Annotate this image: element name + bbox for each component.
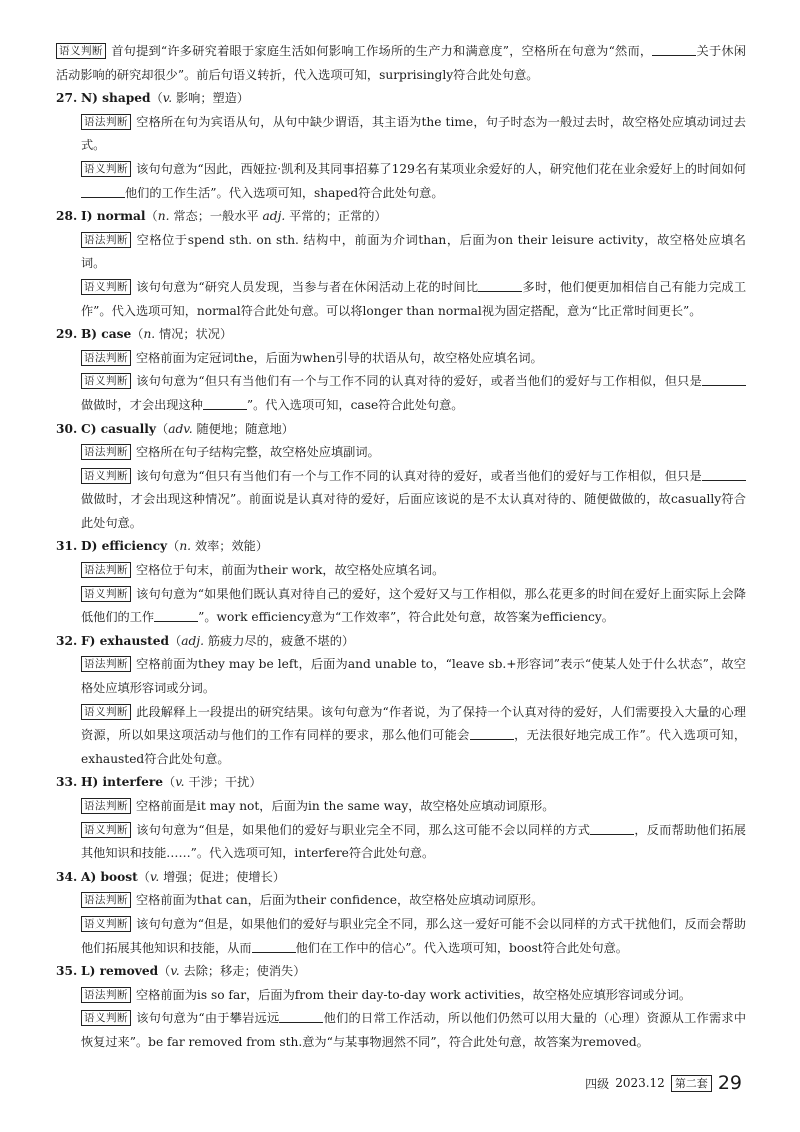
explanation-text: 该句句意为“如果他们既认真对待自己的爱好，这个爱好又与工作相似，那么花更多的时间在爱好上面实际上会降低他们的工作: [81, 586, 746, 625]
answer-definition: （n. 情况；状况）: [131, 327, 233, 342]
judgment-label: 语义判断: [81, 161, 131, 177]
part-of-speech: adj.: [262, 209, 286, 224]
meaning: 干涉；干扰: [188, 775, 250, 790]
explanation-paragraph: [81, 276, 746, 323]
question-number: 32.: [56, 633, 78, 648]
intro-label: 语义判断: [56, 43, 106, 59]
meaning: 随便地；随意地: [196, 421, 282, 436]
part-of-speech: n.: [179, 539, 192, 554]
explanation-text: 空格所在句为宾语从句，从句中缺少谓语，其主语为the time，句子时态为一般过去时，故空格处应填动词过去式。: [81, 114, 746, 153]
explanation-text: 他们的工作生活”。代入选项可知，shaped符合此处句意。: [125, 185, 444, 200]
answer-heading: [56, 87, 746, 111]
answer-word: L) removed: [81, 964, 159, 979]
judgment-label: 语法判断: [81, 350, 131, 366]
explanation-paragraph: [81, 158, 746, 205]
answer-item: [56, 960, 746, 1054]
explanation-text: ”。work efficiency意为“工作效率”，符合此处句意，故答案为efficiency。: [198, 610, 614, 625]
judgment-label: 语法判断: [81, 892, 131, 908]
judgment-label: 语义判断: [81, 916, 131, 932]
explanation-paragraph: [81, 889, 746, 913]
part-of-speech: n.: [143, 327, 156, 342]
explanation-paragraph: [81, 795, 746, 819]
explanation-text: 该句句意为“但只有当他们有一个与工作不同的认真对待的爱好，或者当他们的爱好与工作相似，但只是: [136, 468, 702, 483]
answer-definition: （adj. 筋疲力尽的，疲惫不堪的）: [169, 633, 355, 648]
answer-word: H) interfere: [81, 775, 163, 790]
explanation-text: 做做时，才会出现这种情况”。前面说是认真对待的爱好，后面应该说的是不太认真对待的、随便做做的，故casually符合此处句意。: [81, 492, 746, 530]
explanation-text: 该句句意为“因此，西娅拉·凯利及其同事招募了129名有某项业余爱好的人，研究他们花在业余爱好上的时间如何: [136, 161, 746, 176]
answer-blank: [590, 822, 634, 835]
explanation-text: 空格所在句子结构完整，故空格处应填副词。: [136, 445, 380, 460]
explanation-text: 他们在工作中的信心”。代入选项可知，boost符合此处句意。: [295, 940, 628, 955]
meaning: 效率；效能: [194, 539, 256, 554]
document-page: [56, 40, 746, 1055]
explanation-paragraph: [81, 1007, 746, 1054]
answer-blank: [252, 940, 296, 953]
answer-blank: [478, 279, 522, 292]
answer-list: [56, 87, 746, 1054]
answer-item: [56, 771, 746, 865]
explanation-paragraph: [81, 984, 746, 1008]
answer-explanation: [56, 229, 746, 323]
answer-blank: [81, 185, 125, 198]
answer-definition: （adv. 随便地；随意地）: [156, 421, 294, 436]
answer-item: [56, 323, 746, 417]
explanation-text: 该句句意为“研究人员发现，当参与者在休闲活动上花的时间比: [136, 279, 479, 294]
answer-item: [56, 866, 746, 960]
answer-heading: [56, 771, 746, 795]
answer-heading: [56, 205, 746, 229]
answer-blank: [470, 727, 514, 740]
question-number: 27.: [56, 91, 78, 106]
part-of-speech: v.: [149, 869, 160, 884]
explanation-text: 空格前面为they may be left，后面为and unable to，“leave sb.+形容词”表示“使某人处于什么状态”，故空格处应填形容词或分词。: [81, 657, 746, 696]
explanation-text: 该句句意为“但只有当他们有一个与工作不同的认真对待的爱好，或者当他们的爱好与工作相似，但只是: [136, 374, 702, 389]
answer-blank: [203, 397, 247, 410]
answer-heading: [56, 630, 746, 654]
answer-word: N) shaped: [81, 91, 151, 106]
answer-item: [56, 205, 746, 323]
footer-level: 四级: [585, 1076, 610, 1091]
answer-definition: （v. 影响；塑造）: [150, 91, 250, 106]
part-of-speech: n.: [157, 209, 170, 224]
answer-blank: [279, 1010, 323, 1023]
judgment-label: 语义判断: [81, 704, 131, 720]
answer-heading: [56, 418, 746, 442]
page-number: 29: [717, 1072, 742, 1094]
explanation-text: 空格前面为定冠词the，后面为when引导的状语从句，故空格处应填名词。: [136, 350, 543, 365]
answer-word: I) normal: [81, 209, 146, 224]
answer-item: [56, 630, 746, 772]
explanation-text: 空格前面为that can，后面为their confidence，故空格处应填动词原形。: [136, 893, 544, 908]
explanation-paragraph: [81, 819, 746, 866]
answer-heading: [56, 960, 746, 984]
answer-heading: [56, 866, 746, 890]
answer-blank: [702, 468, 746, 481]
answer-blank: [154, 609, 198, 622]
explanation-text: 他们的日常工作活动，所以他们仍然可以用大量的（心理）资源从工作需求中恢复过来”。be far removed from sth.意为“与某事物迥然不同”，符合此处句意，故答案为removed。: [81, 1011, 747, 1049]
question-number: 31.: [56, 539, 78, 554]
explanation-text: 该句句意为“由于攀岩远远: [136, 1011, 280, 1026]
answer-word: A) boost: [81, 869, 138, 884]
answer-word: C) casually: [81, 421, 156, 436]
explanation-paragraph: [81, 229, 746, 276]
explanation-text: 多时，他们便更加相信自己有能力完成工作”。代入选项可知，normal符合此处句意。可以将longer than normal视为固定搭配，意为“比正常时间更长”。: [81, 279, 747, 318]
answer-explanation: [56, 559, 746, 630]
judgment-label: 语义判断: [81, 586, 131, 602]
explanation-paragraph: [81, 370, 746, 417]
judgment-label: 语义判断: [81, 1010, 131, 1026]
intro-paragraph: [56, 40, 746, 87]
question-number: 28.: [56, 209, 78, 224]
meaning: 筋疲力尽的，疲惫不堪的: [207, 633, 342, 648]
judgment-label: 语义判断: [81, 279, 131, 295]
answer-blank: [702, 373, 746, 386]
explanation-text: ”。代入选项可知，case符合此处句意。: [246, 397, 464, 412]
explanation-paragraph: [81, 347, 746, 371]
explanation-paragraph: [81, 701, 746, 772]
explanation-text: 空格前面是it may not，后面为in the same way，故空格处应填动词原形。: [136, 799, 555, 813]
answer-explanation: [56, 889, 746, 960]
explanation-text: 该句句意为“但是，如果他们的爱好与职业完全不同，那么这可能不会以同样的方式: [136, 822, 591, 837]
question-number: 34.: [56, 869, 78, 884]
question-number: 35.: [56, 964, 78, 979]
judgment-label: 语法判断: [81, 656, 131, 672]
question-number: 29.: [56, 327, 78, 342]
judgment-label: 语义判断: [81, 468, 131, 484]
answer-definition: （v. 增强；促进；使增长）: [137, 869, 285, 884]
answer-word: B) case: [81, 327, 132, 342]
part-of-speech: v.: [175, 775, 185, 790]
judgment-label: 语义判断: [81, 822, 131, 838]
intro-text-2: 关于休闲活动影响的研究却很少”。前后句语义转折，代入选项可知，surprisingly符合此处句意。: [56, 44, 746, 82]
answer-definition: （n. 常态；一般水平 adj. 平常的；正常的）: [145, 209, 387, 224]
explanation-text: 空格位于spend sth. on sth. 结构中，前面为介词than，后面为on their leisure activity，故空格处应填名词。: [81, 232, 746, 271]
intro-text: 首句提到“许多研究着眼于家庭生活如何影响工作场所的生产力和满意度”，空格所在句意为“然而，: [111, 44, 653, 58]
judgment-label: 语法判断: [81, 987, 131, 1003]
meaning: 去除；移走；使消失: [183, 964, 294, 979]
judgment-label: 语法判断: [81, 798, 131, 814]
answer-item: [56, 418, 746, 536]
answer-definition: （v. 去除；移走；使消失）: [158, 964, 306, 979]
explanation-paragraph: [81, 583, 746, 630]
part-of-speech: v.: [162, 91, 173, 106]
answer-item: [56, 535, 746, 629]
meaning: 平常的；正常的: [289, 209, 375, 224]
explanation-text: 空格位于句末，前面为their work，故空格处应填名词。: [136, 563, 445, 578]
answer-item: [56, 87, 746, 205]
answer-explanation: [56, 984, 746, 1055]
explanation-paragraph: [81, 559, 746, 583]
judgment-label: 语法判断: [81, 562, 131, 578]
part-of-speech: adv.: [168, 421, 193, 436]
answer-word: F) exhausted: [81, 633, 170, 648]
judgment-label: 语义判断: [81, 373, 131, 389]
explanation-text: 该句句意为“但是，如果他们的爱好与职业完全不同，那么这一爱好可能不会以同样的方式干扰他们，反而会帮助他们拓展其他知识和技能，从而: [81, 916, 746, 955]
explanation-paragraph: [81, 111, 746, 158]
answer-definition: （n. 效率；效能）: [167, 539, 269, 554]
page-footer: [585, 1072, 742, 1094]
explanation-paragraph: [81, 441, 746, 465]
answer-explanation: [56, 111, 746, 205]
answer-explanation: [56, 653, 746, 771]
answer-explanation: [56, 441, 746, 535]
judgment-label: 语法判断: [81, 444, 131, 460]
explanation-paragraph: [81, 913, 746, 960]
footer-date: 2023.12: [615, 1076, 665, 1090]
answer-heading: [56, 535, 746, 559]
answer-definition: （v. 干涉；干扰）: [163, 775, 262, 790]
judgment-label: 语法判断: [81, 232, 131, 248]
judgment-label: 语法判断: [81, 114, 131, 130]
explanation-text: 此段解释上一段提出的研究结果。该句句意为“作者说，为了保持一个认真对待的爱好，人们需要投入大量的心理资源，所以如果这项活动与他们的工作有同样的要求，那么他们可能会: [81, 704, 746, 743]
answer-heading: [56, 323, 746, 347]
explanation-paragraph: [81, 465, 746, 536]
answer-word: D) efficiency: [81, 539, 168, 554]
meaning: 常态；一般水平: [173, 209, 259, 224]
explanation-text: ，无法很好地完成工作”。代入选项可知，exhausted符合此处句意。: [81, 728, 747, 766]
explanation-paragraph: [81, 653, 746, 700]
explanation-text: ，反而帮助他们拓展其他知识和技能……”。代入选项可知，interfere符合此处句意。: [81, 822, 746, 861]
answer-blank: [652, 43, 696, 56]
explanation-text: 空格前面为is so far，后面为from their day-to-day work activities，故空格处应填形容词或分词。: [136, 987, 692, 1002]
footer-set-badge: 第二套: [671, 1075, 712, 1092]
answer-explanation: [56, 795, 746, 866]
question-number: 33.: [56, 775, 78, 790]
answer-explanation: [56, 347, 746, 418]
meaning: 影响；塑造: [175, 91, 237, 106]
question-number: 30.: [56, 421, 78, 436]
meaning: 情况；状况: [159, 327, 220, 342]
part-of-speech: v.: [170, 964, 180, 979]
part-of-speech: adj.: [181, 633, 204, 648]
meaning: 增强；促进；使增长: [163, 869, 273, 884]
explanation-text: 做做时，才会出现这种: [81, 397, 203, 412]
